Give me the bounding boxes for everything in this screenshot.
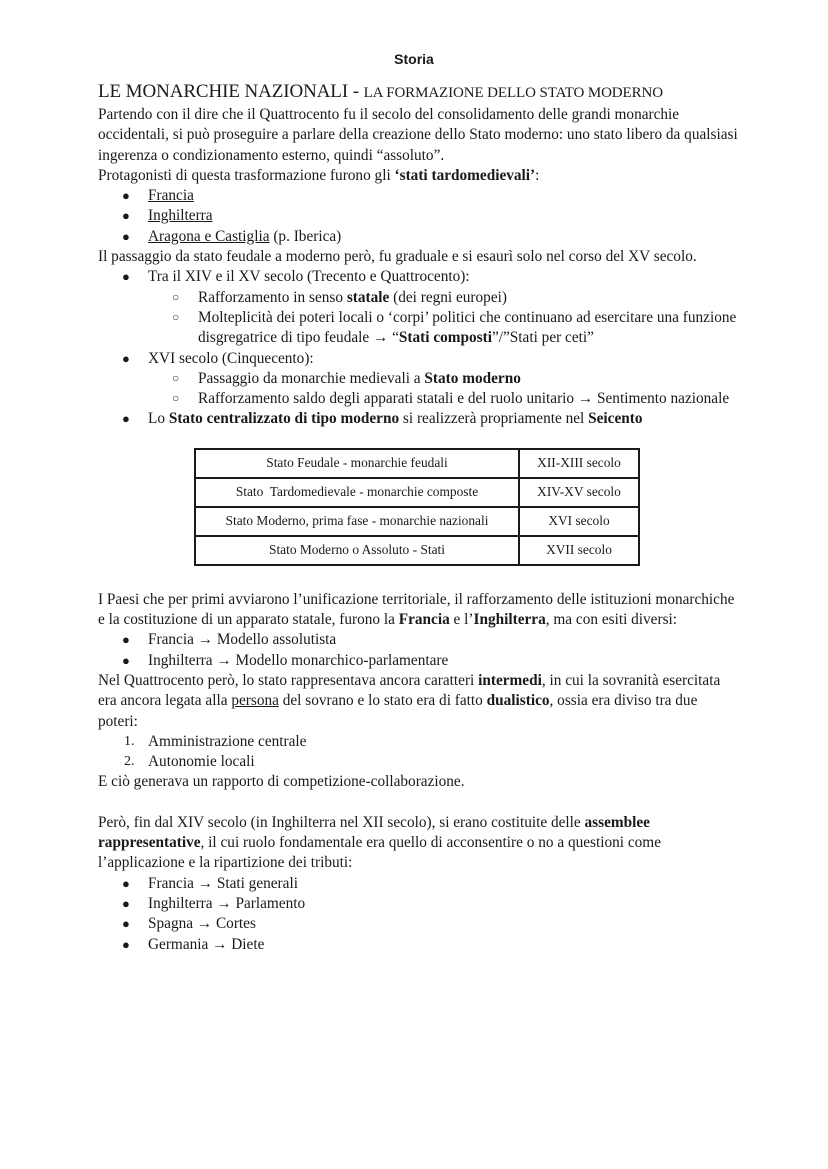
list-item: 2. Autonomie locali bbox=[98, 752, 738, 772]
document-heading bbox=[98, 80, 738, 105]
state-cell: Stato Moderno o Assoluto - Stati bbox=[195, 536, 519, 565]
list-item: ● Lo Stato centralizzato di tipo moderno si realizzerà propriamente nel Seicento bbox=[98, 409, 738, 429]
list-item: ● Inghilterra → Parlamento bbox=[98, 894, 738, 914]
state-name: Aragona e Castiglia bbox=[148, 227, 270, 245]
models-list bbox=[98, 630, 738, 671]
bullet-icon: ● bbox=[122, 895, 130, 911]
period-cell: XVII secolo bbox=[519, 536, 639, 565]
states-list bbox=[98, 186, 738, 247]
list-item: ● Inghilterra → Modello monarchico-parlamentare bbox=[98, 651, 738, 671]
list-number: 1. bbox=[124, 733, 135, 749]
bullet-icon: ● bbox=[122, 652, 130, 668]
state-name: Inghilterra bbox=[148, 207, 213, 225]
periods-list bbox=[98, 267, 738, 429]
assemblies-list bbox=[98, 874, 738, 955]
table-row bbox=[195, 478, 639, 507]
state-cell: Stato Moderno, prima fase - monarchie nazionali bbox=[195, 507, 519, 536]
period-cell: XVI secolo bbox=[519, 507, 639, 536]
bullet-icon: ● bbox=[122, 269, 130, 285]
bullet-icon: ● bbox=[122, 632, 130, 648]
table-row bbox=[195, 507, 639, 536]
circle-bullet-icon: ○ bbox=[172, 289, 180, 304]
document-header-title: Storia bbox=[394, 51, 434, 67]
assemblies-paragraph: Però, fin dal XIV secolo (in Inghilterra nel XII secolo), si erano costituite delle assemblee rappresentative, il cui ruolo fondamentale era quello di acconsentire o no a questioni come l’applicazione e la ripartizione dei tributi: bbox=[98, 813, 661, 872]
list-item: ● Tra il XIV e il XV secolo (Trecento e Quattrocento): ○ Rafforzamento in senso statale (dei regni europei) ○ Molteplicità dei poteri locali o ‘corpi’ politici che continuano ad esercitare una funzione disgregatrice di tipo feudale → “Stati composti”/”Stati per ceti” bbox=[98, 267, 738, 348]
sub-list bbox=[148, 288, 738, 349]
protagonists-paragraph: Protagonisti di questa trasformazione furono gli ‘stati tardomedievali’: bbox=[98, 166, 540, 184]
circle-bullet-icon: ○ bbox=[172, 391, 180, 406]
sub-list-item: ○ Passaggio da monarchie medievali a Stato moderno bbox=[172, 369, 521, 387]
bullet-icon: ● bbox=[122, 916, 130, 932]
bullet-icon: ● bbox=[122, 411, 130, 427]
periods-table bbox=[194, 448, 640, 566]
list-item: ● Francia → Modello assolutista bbox=[98, 630, 738, 650]
list-number: 2. bbox=[124, 754, 135, 770]
heading-subtitle: LA FORMAZIONE DELLO STATO MODERNO bbox=[363, 85, 663, 101]
transition-paragraph: Il passaggio da stato feudale a moderno però, fu graduale e si esaurì solo nel corso del XV secolo. bbox=[98, 248, 697, 266]
period-cell: XIV-XV secolo bbox=[519, 478, 639, 507]
table-row bbox=[195, 449, 639, 478]
list-item: ● XVI secolo (Cinquecento): ○ Passaggio da monarchie medievali a Stato moderno ○ Rafforzamento saldo degli apparati statali e del ruolo unitario → Sentimento nazionale bbox=[98, 349, 738, 410]
powers-list bbox=[98, 732, 738, 773]
heading-main: LE MONARCHIE NAZIONALI - bbox=[98, 81, 364, 102]
list-item bbox=[98, 186, 738, 206]
bullet-icon: ● bbox=[122, 936, 130, 952]
sub-list bbox=[148, 369, 738, 410]
bullet-icon: ● bbox=[122, 188, 130, 204]
list-item: ● Francia → Stati generali bbox=[98, 874, 738, 894]
paragraph-spacer bbox=[98, 793, 738, 813]
quattrocento-paragraph: Nel Quattrocento però, lo stato rappresentava ancora caratteri intermedi, in cui la sovranità esercitata era ancora legata alla persona del sovrano e lo stato era di fatto dualistico, ossia era diviso tra due poteri: bbox=[98, 671, 721, 730]
bullet-icon: ● bbox=[122, 208, 130, 224]
sub-list-item: ○ Molteplicità dei poteri locali o ‘corpi’ politici che continuano ad esercitare una funzione disgregatrice di tipo feudale → “Stati composti”/”Stati per ceti” bbox=[172, 308, 737, 347]
bullet-icon: ● bbox=[122, 228, 130, 244]
document-page bbox=[98, 50, 738, 955]
circle-bullet-icon: ○ bbox=[172, 370, 180, 385]
list-item: 1. Amministrazione centrale bbox=[98, 732, 738, 752]
state-name: Francia bbox=[148, 187, 194, 205]
periods-table-wrapper bbox=[194, 448, 738, 566]
sub-list-item: ○ Rafforzamento saldo degli apparati statali e del ruolo unitario → Sentimento nazionale bbox=[172, 390, 730, 408]
state-cell: Stato Tardomedievale - monarchie composte bbox=[195, 478, 519, 507]
bullet-icon: ● bbox=[122, 875, 130, 891]
sub-list-item: ○ Rafforzamento in senso statale (dei regni europei) bbox=[172, 288, 507, 306]
state-cell: Stato Feudale - monarchie feudali bbox=[195, 449, 519, 478]
list-item: ● Germania → Diete bbox=[98, 935, 738, 955]
circle-bullet-icon: ○ bbox=[172, 309, 180, 324]
bullet-icon: ● bbox=[122, 350, 130, 366]
period-cell: XII-XIII secolo bbox=[519, 449, 639, 478]
list-item: ● Aragona e Castiglia (p. Iberica) bbox=[98, 227, 738, 247]
list-item: ● Spagna → Cortes bbox=[98, 914, 738, 934]
intro-paragraph: Partendo con il dire che il Quattrocento fu il secolo del consolidamento delle grandi monarchie occidentali, si può proseguire a parlare della creazione dello Stato moderno: uno stato libero da qualsiasi ingerenza o condizionamento esterno, quindi “assoluto”. bbox=[98, 106, 738, 164]
list-item bbox=[98, 206, 738, 226]
countries-paragraph: I Paesi che per primi avviarono l’unificazione territoriale, il rafforzamento delle istituzioni monarchiche e la costituzione di un apparato statale, furono la Francia e l’Inghilterra, ma con esiti diversi: bbox=[98, 590, 735, 629]
protagonists-bold: ‘stati tardomedievali’ bbox=[394, 166, 536, 184]
conclusion-paragraph: E ciò generava un rapporto di competizione-collaborazione. bbox=[98, 773, 465, 791]
table-row bbox=[195, 536, 639, 565]
